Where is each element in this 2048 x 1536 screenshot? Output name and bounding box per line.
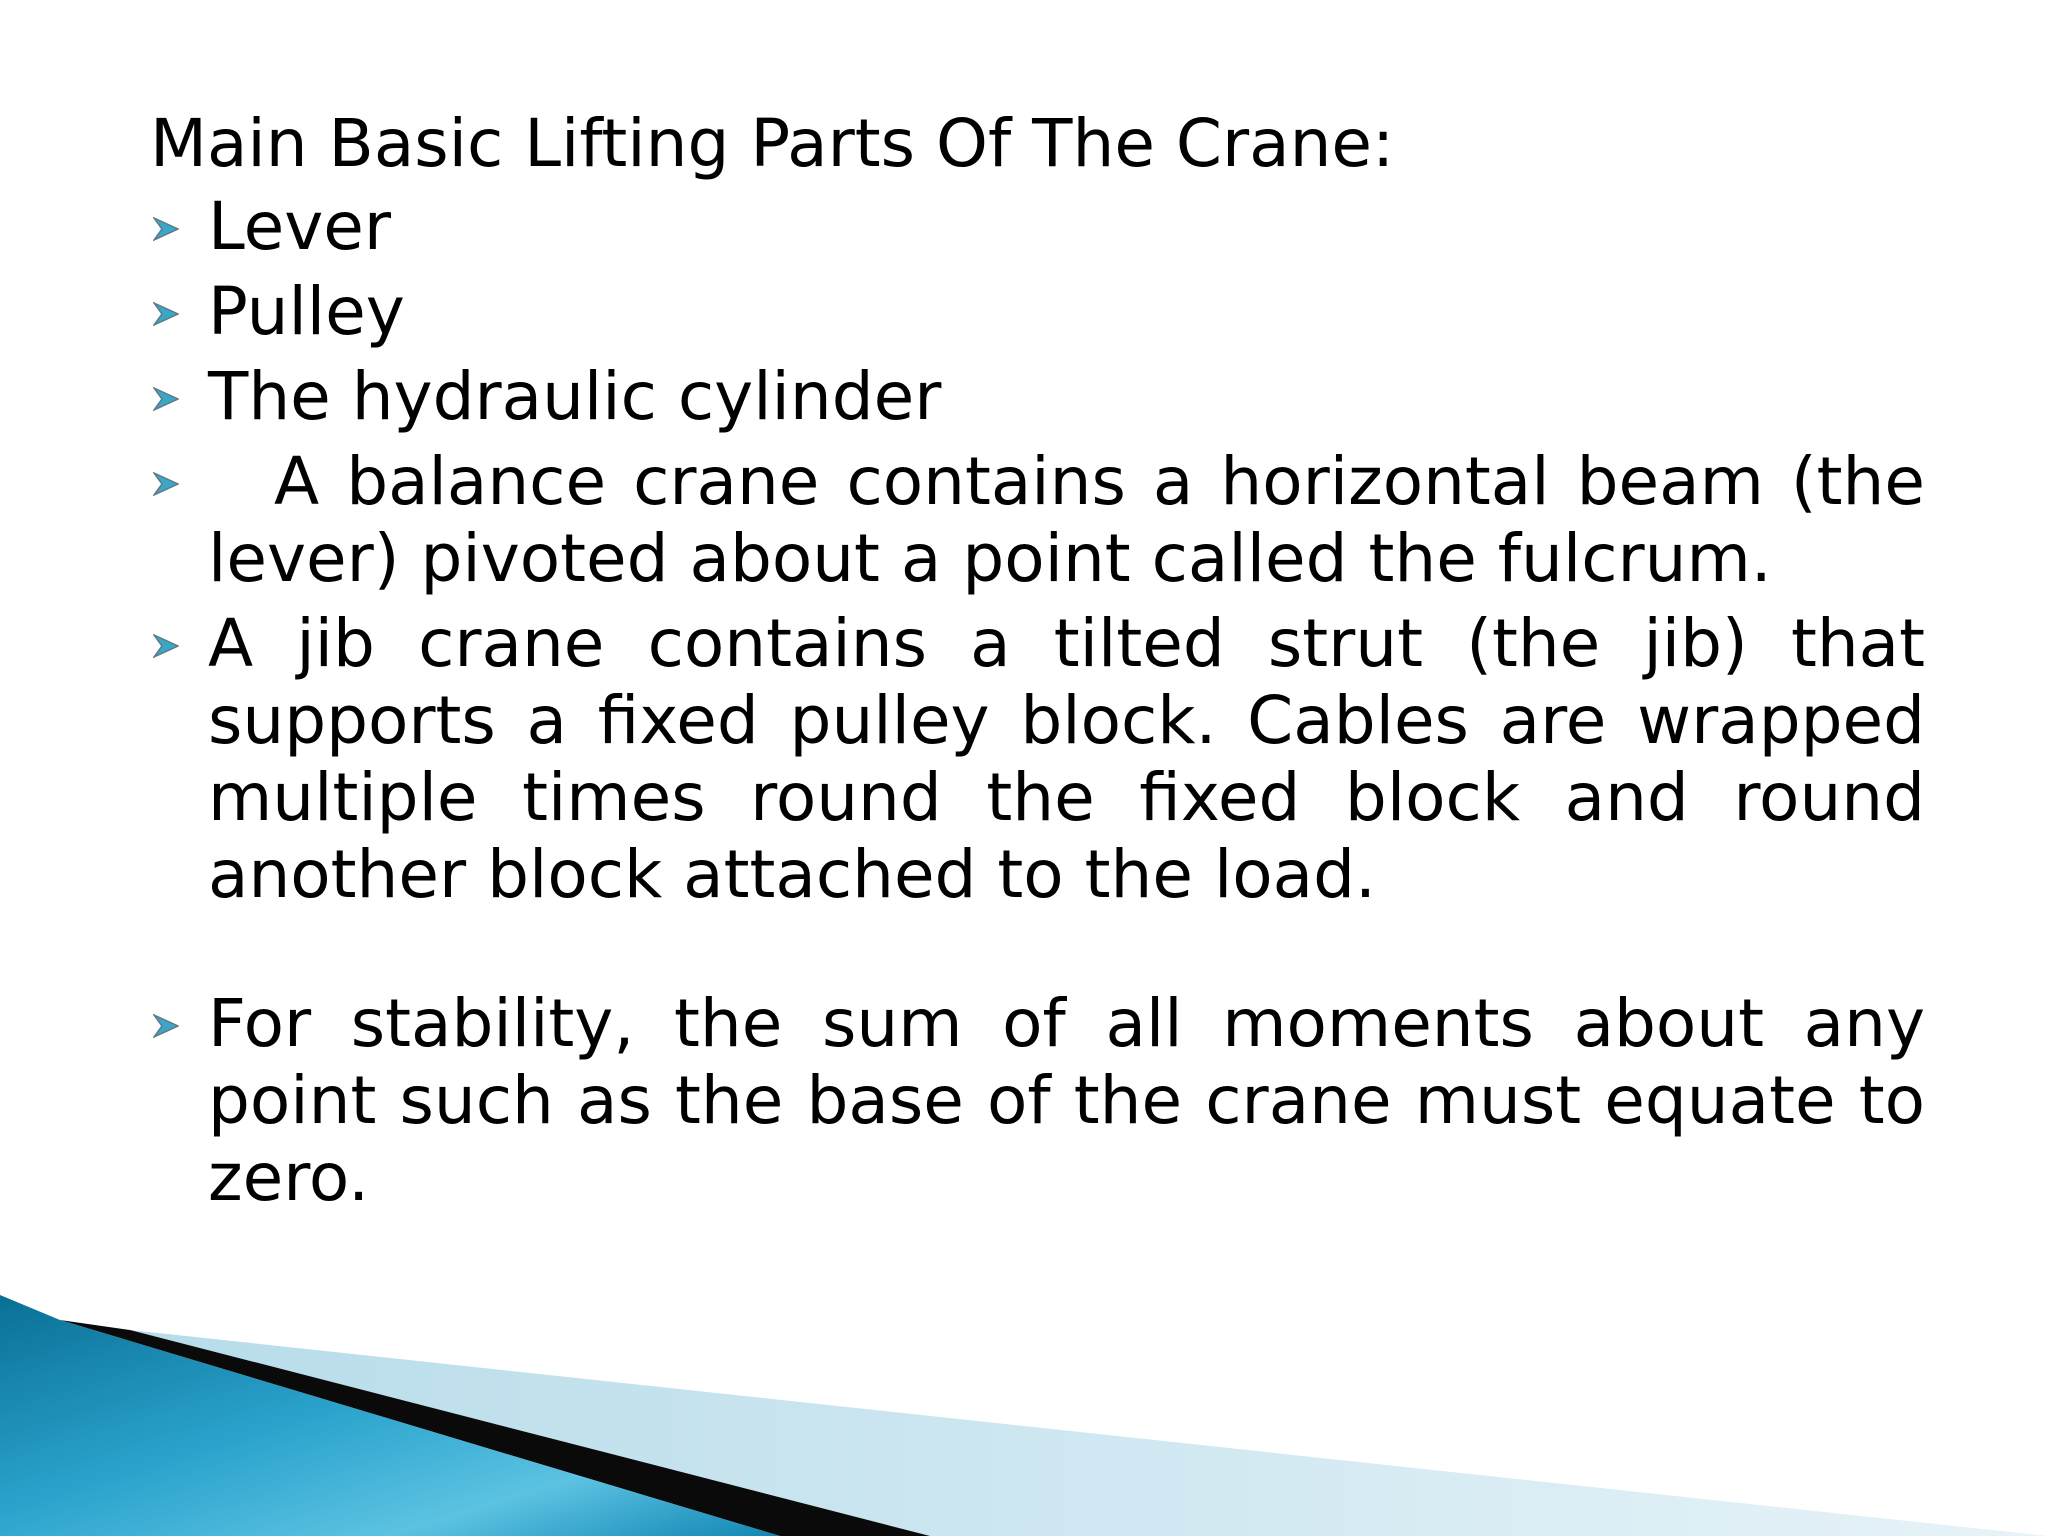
- list-item: [150, 188, 1925, 265]
- list-item: [150, 358, 1925, 435]
- arrowhead-bullet-icon: [153, 301, 179, 327]
- list-item: [150, 443, 1925, 597]
- slide-heading: Main Basic Lifting Parts Of The Crane:: [150, 105, 1395, 182]
- arrowhead-bullet-icon: [153, 216, 179, 242]
- bullet-text: A balance crane contains a horizontal beam (the lever) pivoted about a point called the fulcrum.: [208, 443, 1925, 597]
- slide-content: [150, 100, 1925, 1216]
- bullet-list: [150, 188, 1925, 1216]
- bullet-text: The hydraulic cylinder: [208, 358, 942, 435]
- arrowhead-bullet-icon: [153, 1013, 179, 1039]
- arrowhead-bullet-icon: [153, 386, 179, 412]
- bullet-text: For stability, the sum of all moments about any point such as the base of the crane must equate to zero.: [208, 985, 1925, 1216]
- bullet-text: Lever: [208, 188, 392, 265]
- arrowhead-bullet-icon: [153, 471, 179, 497]
- arrowhead-bullet-icon: [153, 633, 179, 659]
- list-item: [150, 273, 1925, 350]
- list-item: [150, 985, 1925, 1216]
- bullet-text: A jib crane contains a tilted strut (the jib) that supports a fixed pulley block. Cables are wrapped multiple times round the fixed block and round another block attached to the load.: [208, 605, 1925, 913]
- list-item: [150, 605, 1925, 913]
- bullet-text: Pulley: [208, 273, 405, 350]
